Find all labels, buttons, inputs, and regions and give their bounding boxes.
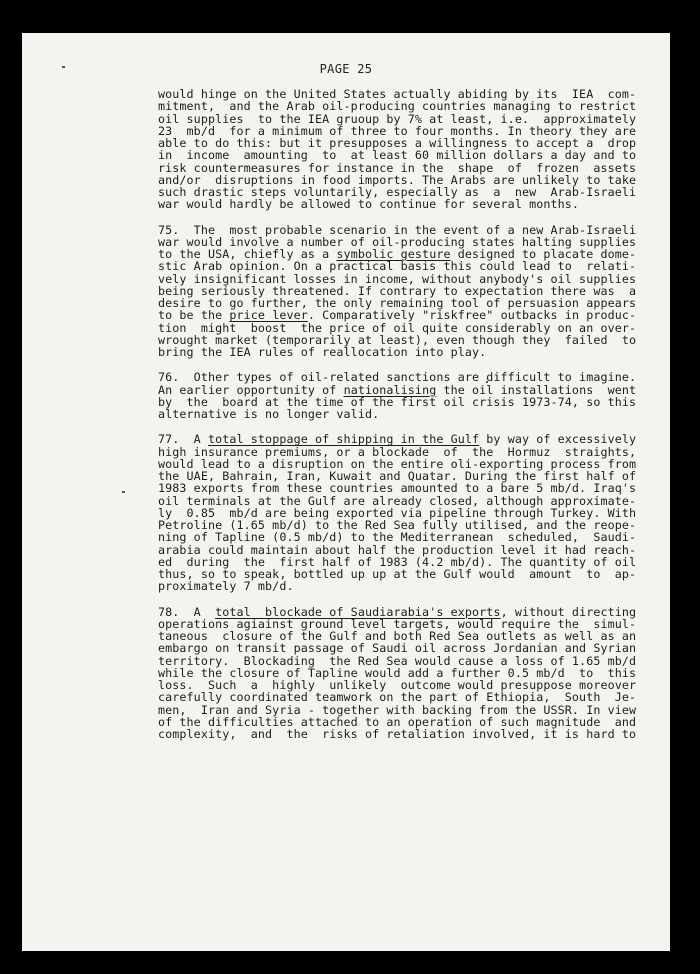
- text-line: oil supplies to the IEA gruoup by 7% at least, i.e. approximately: [158, 111, 637, 126]
- text-line: the UAE, Bahrain, Iran, Kuwait and Quatar. During the first half of: [158, 469, 637, 483]
- text-line: proximately 7 mb/d.: [158, 579, 294, 594]
- text-line: [158, 308, 637, 323]
- text-line: able to do this: but it presupposes a willingness to accept a drop: [158, 136, 637, 150]
- text-line: [158, 432, 637, 447]
- text-line: ly 0.85 mb/d are being exported via pipeline through Turkey. With: [158, 505, 637, 520]
- paragraph-78: [158, 604, 637, 741]
- text-segment: 77. A: [158, 432, 208, 447]
- text-line: vely insignificant losses in income, without anybody's oil supplies: [158, 271, 637, 286]
- text-segment: 78. A: [158, 604, 216, 619]
- text-line: while the closure of Tapline would add a further 0.5 mb/d to this: [158, 665, 637, 680]
- text-line: of the difficulties attached to an operation of such magnitude and: [158, 714, 637, 729]
- text-segment: to the USA, chiefly as a: [158, 247, 337, 261]
- document-page: [22, 33, 670, 951]
- page-number: PAGE 25: [319, 62, 373, 76]
- text-line: arabia could maintain about half the production level it had reach-: [158, 542, 637, 557]
- text-line: [158, 604, 637, 619]
- text-line: alternative is no longer valid.: [158, 407, 380, 421]
- text-line: war would hardly be allowed to continue for several months.: [158, 197, 580, 212]
- text-line: thus, so to speak, bottled up up at the Gulf would amount to ap-: [158, 567, 637, 581]
- text-line: Petroline (1.65 mb/d) to the Red Sea fully utilised, and the reope-: [158, 518, 637, 532]
- text-line: taneous closure of the Gulf and both Red Sea outlets as well as an: [158, 629, 637, 643]
- text-line: oil terminals at the Gulf are already closed, although approximate-: [158, 493, 637, 508]
- text-segment: . Comparatively "riskfree" outbacks in produc-: [307, 308, 637, 323]
- text-line: by the board at the time of the first oil crisis 1973-74, so this: [158, 394, 637, 409]
- underlined-phrase: total stoppage of shipping in the Gulf: [207, 432, 480, 447]
- text-line: ed during the first half of 1983 (4.2 mb/d). The quantity of oil: [158, 554, 637, 569]
- text-line: bring the IEA rules of reallocation into play.: [158, 345, 487, 359]
- text-line: wrought market (temporarily at least), even though they failed to: [158, 332, 637, 347]
- body-text: [158, 87, 637, 753]
- paragraph-77: [158, 432, 637, 594]
- text-line: 75. The most probable scenario in the event of a new Arab-Israeli: [158, 222, 637, 237]
- text-segment: designed to placate dome-: [450, 247, 637, 261]
- text-line: loss. Such a highly unlikely outcome would presuppose moreover: [158, 678, 637, 692]
- text-line: 1983 exports from these countries amounted to a bare 5 mb/d. Iraq's: [158, 481, 637, 496]
- text-segment: An earlier opportunity of: [158, 382, 344, 397]
- text-line: would hinge on the United States actually abiding by its IEA com-: [158, 87, 637, 101]
- underlined-phrase: price lever: [229, 308, 308, 323]
- text-segment: to be the: [158, 308, 230, 323]
- speck-mark: [62, 66, 65, 68]
- paragraph-75: [158, 222, 637, 359]
- underlined-phrase: symbolic gesture: [336, 247, 451, 261]
- text-segment: by way of excessively: [479, 432, 637, 447]
- text-line: and/or disruptions in food imports. The Arabs are unlikely to take: [158, 172, 637, 187]
- text-line: desire to go further, the only remaining tool of persuasion appears: [158, 296, 637, 310]
- text-line: ning of Tapline (0.5 mb/d) to the Mediterranean scheduled, Saudi-: [158, 530, 637, 545]
- text-line: complexity, and the risks of retaliation involved, it is hard to: [158, 727, 637, 741]
- speck-mark: [122, 491, 125, 493]
- text-line: territory. Blockading the Red Sea would cause a loss of 1.65 mb/d: [158, 653, 637, 668]
- text-line: carefully coordinated teamwork on the part of Ethiopia, South Je-: [158, 690, 637, 705]
- text-segment: the oil installations went: [436, 382, 637, 397]
- text-line: tion might boost the price of oil quite considerably on an over-: [158, 320, 637, 335]
- text-line: risk countermeasures for instance in the shape of frozen assets: [158, 160, 637, 175]
- text-line: in income amounting to at least 60 million dollars a day and to: [158, 148, 637, 163]
- text-line: 23 mb/d for a minimum of three to four months. In theory they are: [158, 123, 637, 138]
- underlined-phrase: nationalising: [343, 382, 437, 397]
- text-line: embargo on transit passage of Saudi oil across Jordanian and Syrian: [158, 641, 637, 656]
- text-line: would lead to a disruption on the entire oli-exporting process from: [158, 456, 637, 471]
- text-line: [158, 382, 637, 397]
- text-line: 76. Other types of oil-related sanctions are difficult to imagine.: [158, 370, 637, 385]
- text-line: being seriously threatened. If contrary to expectation there was a: [158, 283, 637, 298]
- text-line: stic Arab opinion. On a practical basis this could lead to relati-: [158, 259, 637, 274]
- text-line: operations agiainst ground level targets, would require the simul-: [158, 616, 637, 631]
- text-line: such drastic steps voluntarily, especially as a new Arab-Israeli: [158, 185, 637, 199]
- text-line: war would involve a number of oil-producing states halting supplies: [158, 234, 637, 249]
- underlined-phrase: total blockade of Saudiarabia's exports: [215, 604, 501, 619]
- paragraph-76: [158, 370, 637, 421]
- text-line: mitment, and the Arab oil-producing countries managing to restrict: [158, 99, 637, 114]
- text-line: men, Iran and Syria - together with backing from the USSR. In view: [158, 702, 637, 717]
- paragraph-74-continued: [158, 87, 637, 212]
- text-line: high insurance premiums, or a blockade of the Hormuz straights,: [158, 444, 637, 459]
- text-segment: , without directing: [500, 604, 637, 619]
